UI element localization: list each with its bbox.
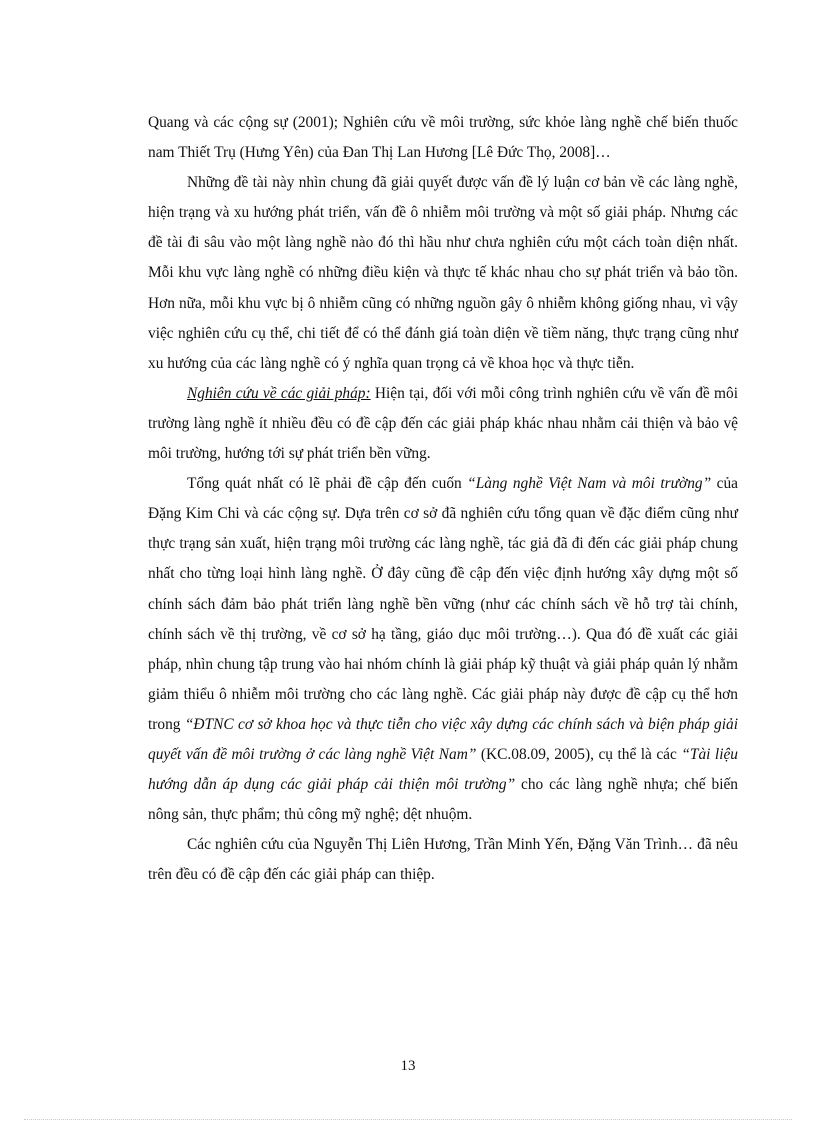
paragraph-5-text: Các nghiên cứu của Nguyễn Thị Liên Hương, Trần Minh Yến, Đặng Văn Trình… đã nêu trên đều có đề cập đến các giải pháp can thiệp. bbox=[148, 836, 738, 884]
paragraph-1 bbox=[148, 108, 738, 168]
paragraph-2-text: Những đề tài này nhìn chung đã giải quyết được vấn đề lý luận cơ bản về các làng nghề, hiện trạng và xu hướng phát triển, vấn đề ô nhiễm môi trường và một số giải pháp. Nhưng các đề tài đi sâu vào một làng nghề nào đó thì hầu như chưa nghiên cứu một cách toàn diện nhất. Mỗi khu vực làng nghề có những điều kiện và thực tế khác nhau cho sự phát triển và bảo tồn. Hơn nữa, mỗi khu vực bị ô nhiễm cũng có những nguồn gây ô nhiễm không giống nhau, vì vậy việc nghiên cứu cụ thể, chi tiết để có thể đánh giá toàn diện về tiềm năng, thực trạng cũng như xu hướng của các làng nghề có ý nghĩa quan trọng cả về khoa học và thực tiễn. bbox=[148, 174, 738, 372]
paragraph-5 bbox=[148, 830, 738, 890]
paragraph-4-text-3: (KC.08.09, 2005), cụ thể là các bbox=[476, 745, 682, 763]
page-number: 13 bbox=[400, 1058, 416, 1074]
paragraph-2 bbox=[148, 168, 738, 379]
page-bottom-divider bbox=[24, 1119, 792, 1120]
book-title-citation: “Làng nghề Việt Nam và môi trường” bbox=[467, 475, 712, 493]
paragraph-4 bbox=[148, 469, 738, 830]
paragraph-4-text-1: Tổng quát nhất có lẽ phải đề cập đến cuốn bbox=[187, 475, 468, 493]
paragraph-3 bbox=[148, 379, 738, 469]
paragraph-3-text: Hiện tại, đối với mỗi công trình nghiên cứu về vấn đề môi trường làng nghề ít nhiều đều có đề cập đến các giải pháp khác nhau nhằm cải thiện và bảo vệ môi trường, hướng tới sự phát triển bền vững. bbox=[148, 384, 738, 463]
paragraph-4-text-4: cho các làng nghề nhựa; chế biến nông sản, thực phẩm; thủ công mỹ nghệ; dệt nhuộm. bbox=[148, 776, 738, 824]
research-title-citation: “ĐTNC cơ sở khoa học và thực tiễn cho việc xây dựng các chính sách và biện pháp giải quyết vấn đề môi trường ở các làng nghề Việt Nam” bbox=[148, 715, 738, 763]
paragraph-1-text: Quang và các cộng sự (2001); Nghiên cứu về môi trường, sức khỏe làng nghề chế biến thuốc nam Thiết Trụ (Hưng Yên) của Đan Thị Lan Hương [Lê Đức Thọ, 2008]… bbox=[148, 114, 738, 162]
paragraph-4-text-2: của Đặng Kim Chi và các cộng sự. Dựa trên cơ sở đã nghiên cứu tổng quan về đặc điểm cũng như thực trạng sản xuất, hiện trạng môi trường các làng nghề, tác giả đã đi đến các giải pháp chung nhất cho từng loại hình làng nghề. Ở đây cũng đề cập đến việc định hướng xây dựng một số chính sách đảm bảo phát triển làng nghề bền vững (như các chính sách về hỗ trợ tài chính, chính sách về thị trường, về cơ sở hạ tầng, giáo dục môi trường…). Qua đó đề xuất các giải pháp, nhìn chung tập trung vào hai nhóm chính là giải pháp kỹ thuật và giải pháp quản lý nhằm giảm thiểu ô nhiễm môi trường cho các làng nghề. Các giải pháp này được đề cập cụ thể hơn trong bbox=[148, 475, 738, 733]
guideline-title-citation: “Tài liệu hướng dẫn áp dụng các giải pháp cải thiện môi trường” bbox=[148, 745, 738, 794]
page-body bbox=[148, 108, 738, 890]
section-heading-solutions: Nghiên cứu về các giải pháp: bbox=[187, 384, 371, 402]
